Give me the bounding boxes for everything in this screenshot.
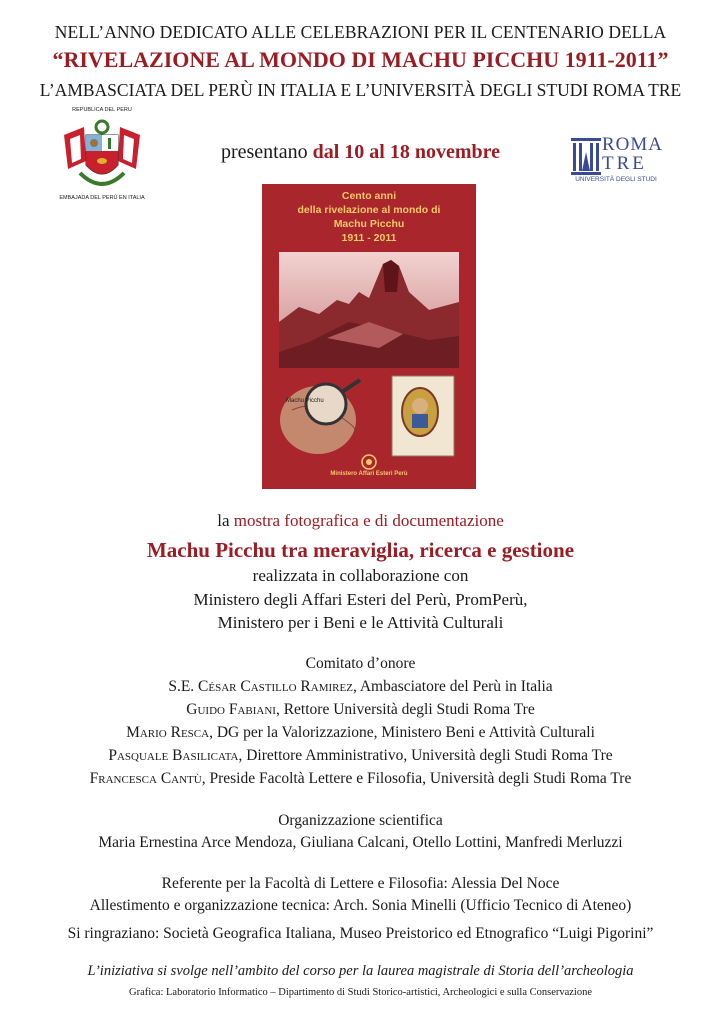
header-line-1: NELL’ANNO DEDICATO ALLE CELEBRAZIONI PER IL CENTENARIO DELLA xyxy=(54,22,667,42)
peru-logo-top-text: REPUBLICA DEL PERU xyxy=(72,107,132,113)
comitato-member xyxy=(0,678,721,696)
comitato-label: Comitato d’onore xyxy=(305,655,416,672)
member-role: , Preside Facoltà Lettere e Filosofia, Università degli Studi Roma Tre xyxy=(201,770,632,787)
exhibition-intro xyxy=(0,511,721,531)
exhibition-intro-rest: mostra fotografica e di documentazione xyxy=(233,511,504,530)
exhibition-collab: realizzata in collaborazione con xyxy=(252,566,469,585)
ringraziamenti-line: Si ringraziano: Società Geografica Italiana, Museo Preistorico ed Etnografico “Luigi Pigorini” xyxy=(67,925,654,942)
poster-title-line-3: Machu Picchu xyxy=(333,218,405,230)
poster-title-line-2: della rivelazione al mondo di xyxy=(297,204,441,216)
member-role: , Direttore Amministrativo, Università degli Studi Roma Tre xyxy=(238,747,613,764)
poster-title-line-1: Cento anni xyxy=(341,190,397,202)
poster-title-line-4: 1911 - 2011 xyxy=(341,232,397,244)
comitato-member xyxy=(0,747,721,765)
header-line-3: L’AMBASCIATA DEL PERÙ IN ITALIA E L’UNIVERSITÀ DEGLI STUDI ROMA TRE xyxy=(39,80,682,100)
referente-line: Referente per la Facoltà di Lettere e Filosofia: Alessia Del Noce xyxy=(161,875,560,892)
tre-word: TRE xyxy=(602,153,647,174)
exhibition-poster xyxy=(262,184,476,489)
exhibition-title: Machu Picchu tra meraviglia, ricerca e gestione xyxy=(146,538,575,562)
peru-logo-bottom-text: EMBAJADA DEL PERÚ EN ITALIA xyxy=(59,195,145,201)
exhibition-partners-2: Ministero per i Beni e le Attività Culturali xyxy=(217,613,504,632)
poster-seal-icon xyxy=(361,454,377,470)
university-word: UNIVERSITÀ DEGLI STUDI xyxy=(575,176,657,183)
comitato-member xyxy=(0,724,721,742)
grafica-line: Grafica: Laboratorio Informatico – Dipartimento di Studi Storico-artistici, Archeologici e sulla Conservazione xyxy=(128,987,593,998)
member-name: Francesca Cantù xyxy=(89,770,202,787)
machu-picchu-photo xyxy=(279,252,459,368)
comitato-member xyxy=(0,701,721,719)
poster-collage xyxy=(274,370,464,462)
roma-word: ROMA xyxy=(602,134,664,155)
member-name: S.E. César Castillo Ramirez xyxy=(168,678,353,695)
organizzazione-names: Maria Ernestina Arce Mendoza, Giuliana Calcani, Otello Lottini, Manfredi Merluzzi xyxy=(98,834,623,851)
presentano-lead: presentano xyxy=(220,141,308,163)
member-name: Guido Fabiani xyxy=(186,701,276,718)
poster-map-label: Machu Picchu xyxy=(286,398,324,404)
member-role: , Rettore Università degli Studi Roma Tre xyxy=(275,701,535,718)
comitato-member xyxy=(0,770,721,788)
organizzazione-label: Organizzazione scientifica xyxy=(278,812,443,829)
member-name: Pasquale Basilicata xyxy=(108,747,239,764)
member-name: Mario Resca xyxy=(126,724,210,741)
iniziativa-line: L’iniziativa si svolge nell’ambito del corso per la laurea magistrale di Storia dell’archeologia xyxy=(87,963,634,979)
poster-footer: Ministero Affari Esteri Perù xyxy=(330,471,408,477)
allestimento-line: Allestimento e organizzazione tecnica: Arch. Sonia Minelli (Ufficio Tecnico di Ateneo) xyxy=(89,897,632,914)
member-role: , Ambasciatore del Perù in Italia xyxy=(352,678,553,695)
presentano-dates: dal 10 al 18 novembre xyxy=(312,141,501,163)
exhibition-intro-prefix: la xyxy=(217,511,230,530)
presentano-line xyxy=(0,141,721,164)
exhibition-partners-1: Ministero degli Affari Esteri del Perù, PromPerù, xyxy=(193,590,528,609)
member-role: , DG per la Valorizzazione, Ministero Beni e Attività Culturali xyxy=(209,724,595,741)
header-title: “RIVELAZIONE AL MONDO DI MACHU PICCHU 1911-2011” xyxy=(52,47,669,72)
